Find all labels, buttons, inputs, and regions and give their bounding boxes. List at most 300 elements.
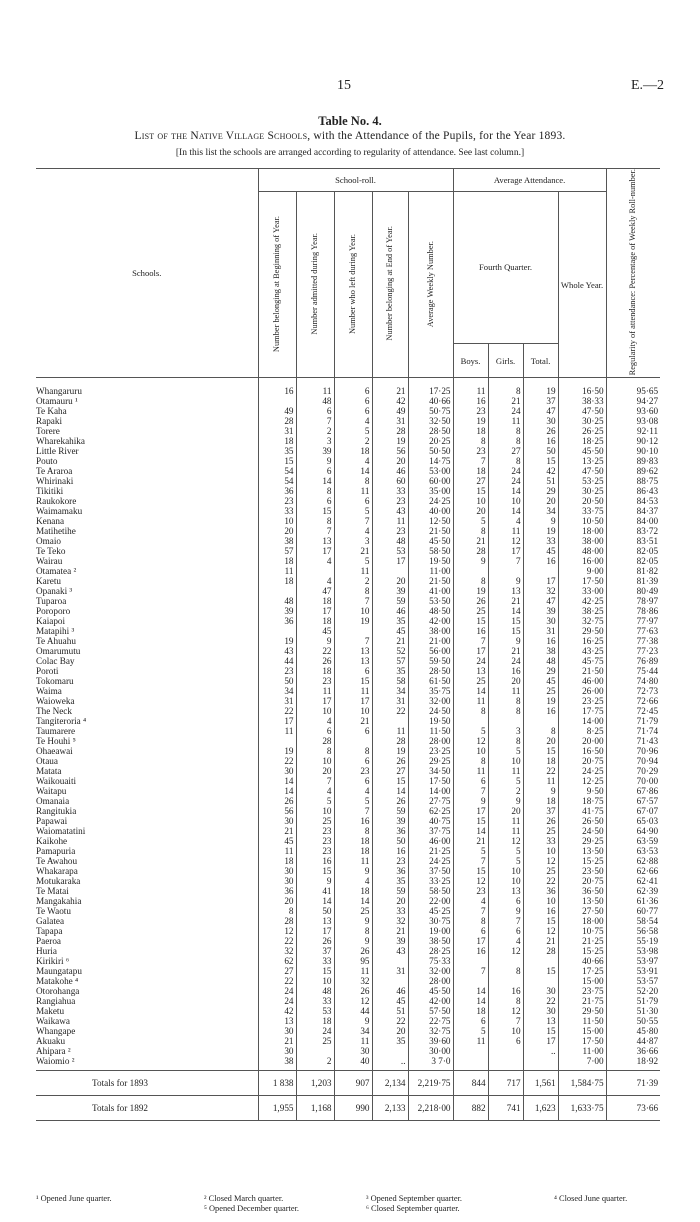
- cell-value: 6: [453, 926, 488, 936]
- cell-value: 6: [334, 396, 372, 406]
- cell-value: 9: [334, 916, 372, 926]
- cell-value: 29·25: [558, 836, 606, 846]
- cell-value: 6: [453, 1016, 488, 1026]
- cell-value: 62·41: [606, 876, 660, 886]
- school-name: Pouto: [36, 456, 258, 466]
- cell-value: 46: [372, 986, 408, 996]
- cell-value: 15·25: [558, 946, 606, 956]
- cell-value: 12: [488, 946, 523, 956]
- cell-value: 52·20: [606, 986, 660, 996]
- cell-value: 26·00: [558, 686, 606, 696]
- cell-value: 17·50: [558, 1036, 606, 1046]
- cell-value: 23: [453, 886, 488, 896]
- cell-value: 15: [488, 616, 523, 626]
- table-row: [36, 946, 660, 956]
- cell-value: 12·50: [408, 516, 453, 526]
- cell-value: 23: [296, 836, 334, 846]
- cell-value: 11: [334, 856, 372, 866]
- cell-value: 50·75: [408, 406, 453, 416]
- cell-value: 37: [523, 396, 558, 406]
- cell-value: 22: [258, 976, 296, 986]
- cell-value: 10·50: [558, 516, 606, 526]
- table-row: [36, 566, 660, 576]
- cell-value: 21: [334, 546, 372, 556]
- cell-value: 2: [296, 426, 334, 436]
- cell-value: 16: [523, 906, 558, 916]
- table-row: [36, 576, 660, 586]
- cell-value: 17: [296, 546, 334, 556]
- cell-value: 17: [523, 1036, 558, 1046]
- cell-value: 2: [488, 786, 523, 796]
- cell-value: 21·50: [408, 526, 453, 536]
- cell-value: 34: [372, 686, 408, 696]
- school-name: Whangape: [36, 1026, 258, 1036]
- cell-value: 45·75: [558, 656, 606, 666]
- cell-value: 33·75: [558, 506, 606, 516]
- cell-value: 70·96: [606, 746, 660, 756]
- cell-value: 25: [334, 906, 372, 916]
- cell-value: 28·00: [408, 736, 453, 746]
- cell-value: 95: [334, 956, 372, 966]
- school-name: Akuaku: [36, 1036, 258, 1046]
- cell-value: 36·66: [606, 1046, 660, 1056]
- cell-value: [296, 566, 334, 576]
- cell-value: 22: [372, 706, 408, 716]
- cell-value: 30·25: [558, 416, 606, 426]
- cell-value: 38: [523, 646, 558, 656]
- cell-value: 11: [488, 416, 523, 426]
- table-row: [36, 836, 660, 846]
- cell-value: 19·50: [408, 716, 453, 726]
- cell-value: 35·00: [408, 486, 453, 496]
- cell-value: 71·43: [606, 736, 660, 746]
- cell-value: 22·00: [408, 896, 453, 906]
- admitted-label: Number admitted during Year.: [310, 232, 319, 335]
- cell-value: 7: [453, 906, 488, 916]
- cell-value: 26: [296, 656, 334, 666]
- cell-value: [453, 716, 488, 726]
- cell-value: 33: [372, 486, 408, 496]
- cell-value: 26: [523, 816, 558, 826]
- cell-value: 12: [523, 926, 558, 936]
- cell-value: 13: [296, 536, 334, 546]
- cell-value: 30: [258, 876, 296, 886]
- cell-value: 5: [334, 556, 372, 566]
- cell-value: 16: [453, 396, 488, 406]
- cell-value: 17·75: [558, 706, 606, 716]
- cell-value: 55·19: [606, 936, 660, 946]
- cell-value: 15: [453, 866, 488, 876]
- cell-value: 40: [334, 1056, 372, 1071]
- cell-value: 31: [372, 966, 408, 976]
- cell-value: 11: [334, 1036, 372, 1046]
- cell-value: 25: [296, 816, 334, 826]
- cell-value: 13: [488, 586, 523, 596]
- cell-value: 4: [296, 716, 334, 726]
- cell-value: 63·59: [606, 836, 660, 846]
- cell-value: 23: [453, 446, 488, 456]
- cell-value: 18: [453, 426, 488, 436]
- cell-value: ..: [372, 1056, 408, 1071]
- cell-value: 54: [258, 466, 296, 476]
- cell-value: 23: [258, 666, 296, 676]
- cell-value: 47: [296, 586, 334, 596]
- cell-value: 7: [453, 856, 488, 866]
- cell-value: 11: [258, 566, 296, 576]
- cell-value: 67·86: [606, 786, 660, 796]
- cell-value: 10: [296, 806, 334, 816]
- cell-value: [372, 716, 408, 726]
- school-name: Waikawa: [36, 1016, 258, 1026]
- table-row: [36, 526, 660, 536]
- table-row: [36, 456, 660, 466]
- cell-value: 28: [453, 546, 488, 556]
- cell-value: 18·25: [558, 436, 606, 446]
- cell-value: 46·00: [408, 836, 453, 846]
- cell-value: 8: [453, 706, 488, 716]
- cell-value: 14: [453, 996, 488, 1006]
- cell-value: 11: [453, 766, 488, 776]
- cell-value: 44: [258, 656, 296, 666]
- weekly-header: [408, 192, 453, 378]
- total-value: 2,218·00: [408, 1096, 453, 1121]
- cell-value: 13: [334, 646, 372, 656]
- cell-value: 11: [488, 686, 523, 696]
- cell-value: 46·00: [558, 676, 606, 686]
- cell-value: 8: [488, 706, 523, 716]
- cell-value: 31: [258, 426, 296, 436]
- cell-value: 8: [296, 746, 334, 756]
- cell-value: 7: [334, 516, 372, 526]
- regularity-header: [606, 169, 660, 378]
- cell-value: 53·91: [606, 966, 660, 976]
- cell-value: 43·25: [558, 646, 606, 656]
- cell-value: 6: [296, 496, 334, 506]
- cell-value: 16·50: [558, 746, 606, 756]
- cell-value: 18: [523, 756, 558, 766]
- cell-value: 47·50: [558, 466, 606, 476]
- cell-value: 31: [258, 696, 296, 706]
- total-value: 1,584·75: [558, 1071, 606, 1096]
- cell-value: 58·50: [408, 546, 453, 556]
- cell-value: 83·72: [606, 526, 660, 536]
- cell-value: 77·97: [606, 616, 660, 626]
- school-name: Ohaeawai: [36, 746, 258, 756]
- total-value: 717: [488, 1071, 523, 1096]
- school-name: Matata: [36, 766, 258, 776]
- cell-value: 29·25: [408, 756, 453, 766]
- cell-value: 16: [488, 666, 523, 676]
- cell-value: 21·50: [408, 576, 453, 586]
- school-name: Maketu: [36, 1006, 258, 1016]
- school-name: Waimamaku: [36, 506, 258, 516]
- cell-value: 2: [334, 436, 372, 446]
- cell-value: 9: [334, 866, 372, 876]
- cell-value: 13: [488, 886, 523, 896]
- cell-value: 8: [488, 436, 523, 446]
- school-name: Tangiteroria ⁴: [36, 716, 258, 726]
- cell-value: 47: [523, 596, 558, 606]
- cell-value: 3: [488, 726, 523, 736]
- cell-value: 30: [523, 616, 558, 626]
- table-row: [36, 476, 660, 486]
- cell-value: [372, 956, 408, 966]
- cell-value: 11: [372, 726, 408, 736]
- cell-value: 7: [296, 776, 334, 786]
- cell-value: 12: [453, 876, 488, 886]
- cell-value: 36: [258, 486, 296, 496]
- table-row: [36, 606, 660, 616]
- cell-value: 9: [296, 456, 334, 466]
- cell-value: 39: [296, 446, 334, 456]
- cell-value: 89·83: [606, 456, 660, 466]
- table-row: [36, 996, 660, 1006]
- fourth-quarter-header: Fourth Quarter.: [453, 192, 558, 344]
- cell-value: 25: [296, 1036, 334, 1046]
- cell-value: 51: [372, 1006, 408, 1016]
- cell-value: 15·00: [558, 1026, 606, 1036]
- cell-value: 39: [372, 936, 408, 946]
- cell-value: 20: [296, 766, 334, 776]
- cell-value: 2: [296, 1056, 334, 1071]
- cell-value: 7: [453, 966, 488, 976]
- table-row: [36, 378, 660, 397]
- cell-value: 5: [334, 426, 372, 436]
- cell-value: 7: [488, 1016, 523, 1026]
- cell-value: 84·53: [606, 496, 660, 506]
- cell-value: 15: [453, 616, 488, 626]
- cell-value: 8: [488, 736, 523, 746]
- cell-value: 32: [372, 916, 408, 926]
- cell-value: 21: [372, 636, 408, 646]
- cell-value: 14·75: [408, 456, 453, 466]
- total-value: 844: [453, 1071, 488, 1096]
- totals-row: [36, 1071, 660, 1096]
- cell-value: 48·50: [408, 606, 453, 616]
- school-name: Rangiahua: [36, 996, 258, 1006]
- cell-value: 45: [258, 836, 296, 846]
- cell-value: 42·25: [558, 596, 606, 606]
- cell-value: 3: [334, 536, 372, 546]
- cell-value: 9: [453, 796, 488, 806]
- cell-value: 23: [258, 496, 296, 506]
- cell-value: 11·00: [558, 1046, 606, 1056]
- cell-value: 27·50: [558, 906, 606, 916]
- cell-value: 14: [372, 786, 408, 796]
- cell-value: 50·55: [606, 1016, 660, 1026]
- cell-value: 4: [334, 416, 372, 426]
- cell-value: 35: [372, 1036, 408, 1046]
- cell-value: 42·00: [408, 996, 453, 1006]
- table-row: [36, 466, 660, 476]
- cell-value: 59: [372, 596, 408, 606]
- cell-value: 45·50: [408, 536, 453, 546]
- cell-value: 40·75: [408, 816, 453, 826]
- footnote-2: ² Closed March quarter.: [204, 1194, 284, 1203]
- cell-value: 41: [296, 886, 334, 896]
- cell-value: 42·00: [408, 616, 453, 626]
- cell-value: 8: [453, 576, 488, 586]
- table-row: [36, 766, 660, 776]
- table-row: [36, 1006, 660, 1016]
- table-row: [36, 516, 660, 526]
- cell-value: 23: [296, 826, 334, 836]
- cell-value: 17: [258, 716, 296, 726]
- cell-value: 32: [334, 976, 372, 986]
- cell-value: 39: [258, 606, 296, 616]
- cell-value: 58·54: [606, 916, 660, 926]
- cell-value: 13: [334, 656, 372, 666]
- cell-value: 20·75: [558, 876, 606, 886]
- cell-value: 10: [488, 876, 523, 886]
- table-note: [In this list the schools are arranged according to regularity of attendance. See last column.]: [175, 148, 525, 158]
- cell-value: 18·75: [558, 796, 606, 806]
- cell-value: [488, 566, 523, 576]
- cell-value: 15: [372, 776, 408, 786]
- weekly-label: Average Weekly Number.: [425, 240, 435, 327]
- cell-value: [453, 1056, 488, 1071]
- cell-value: 11·50: [558, 1016, 606, 1026]
- totals-row: [36, 1096, 660, 1121]
- cell-value: [372, 976, 408, 986]
- cell-value: 12: [488, 536, 523, 546]
- cell-value: 28: [372, 426, 408, 436]
- cell-value: 30: [258, 1046, 296, 1056]
- cell-value: 12: [334, 996, 372, 1006]
- cell-value: 17: [296, 926, 334, 936]
- cell-value: 8: [488, 966, 523, 976]
- cell-value: 26: [296, 936, 334, 946]
- cell-value: 84·00: [606, 516, 660, 526]
- cell-value: 8: [334, 926, 372, 936]
- cell-value: 36: [258, 616, 296, 626]
- cell-value: 37·75: [408, 826, 453, 836]
- cell-value: 18: [334, 446, 372, 456]
- school-name: Tikitiki: [36, 486, 258, 496]
- cell-value: 31: [372, 696, 408, 706]
- cell-value: 38·00: [408, 626, 453, 636]
- cell-value: 21: [372, 926, 408, 936]
- cell-value: 43: [372, 506, 408, 516]
- cell-value: 22: [372, 1016, 408, 1026]
- cell-value: 15: [334, 676, 372, 686]
- cell-value: 10: [334, 606, 372, 616]
- cell-value: 28·00: [408, 976, 453, 986]
- cell-value: 6: [488, 926, 523, 936]
- cell-value: 19: [453, 416, 488, 426]
- school-name: Otamauru ¹: [36, 396, 258, 406]
- table-row: [36, 986, 660, 996]
- cell-value: 31: [523, 626, 558, 636]
- cell-value: 6: [334, 726, 372, 736]
- cell-value: 11: [488, 816, 523, 826]
- cell-value: 40·66: [558, 956, 606, 966]
- cell-value: 10: [258, 516, 296, 526]
- cell-value: 16: [523, 706, 558, 716]
- cell-value: 77·23: [606, 646, 660, 656]
- table-row: [36, 666, 660, 676]
- cell-value: 19: [334, 616, 372, 626]
- total-value: 2,219·75: [408, 1071, 453, 1096]
- cell-value: 28·50: [408, 426, 453, 436]
- cell-value: [523, 566, 558, 576]
- cell-value: 41·75: [558, 806, 606, 816]
- table-row: [36, 396, 660, 406]
- cell-value: 18: [334, 846, 372, 856]
- cell-value: 13: [523, 1016, 558, 1026]
- cell-value: 24·50: [558, 826, 606, 836]
- beginning-header: [258, 192, 296, 378]
- cell-value: 45·50: [558, 446, 606, 456]
- total-value: 990: [334, 1096, 372, 1121]
- table-row: [36, 536, 660, 546]
- table-row: [36, 646, 660, 656]
- cell-value: 62·66: [606, 866, 660, 876]
- cell-value: 18: [258, 436, 296, 446]
- cell-value: 21: [488, 596, 523, 606]
- cell-value: 23·50: [558, 866, 606, 876]
- cell-value: 77·38: [606, 636, 660, 646]
- cell-value: 11: [334, 686, 372, 696]
- table-row: [36, 966, 660, 976]
- school-name: Te Houhi ⁵: [36, 736, 258, 746]
- school-name: Otamatea ²: [36, 566, 258, 576]
- cell-value: 11: [258, 726, 296, 736]
- total-value: 2,134: [372, 1071, 408, 1096]
- attendance-table: [36, 168, 660, 1121]
- cell-value: 28: [258, 416, 296, 426]
- cell-value: 43: [258, 646, 296, 656]
- cell-value: 10: [296, 756, 334, 766]
- cell-value: 30: [523, 986, 558, 996]
- cell-value: 56·00: [408, 646, 453, 656]
- school-name: Waiomio ²: [36, 1056, 258, 1071]
- cell-value: 30: [258, 1026, 296, 1036]
- cell-value: 26·25: [558, 426, 606, 436]
- cell-value: 21·50: [558, 666, 606, 676]
- cell-value: 33: [523, 536, 558, 546]
- cell-value: 15: [453, 486, 488, 496]
- cell-value: 39: [523, 606, 558, 616]
- cell-value: 11: [453, 696, 488, 706]
- cell-value: 9: [488, 796, 523, 806]
- cell-value: 65·03: [606, 816, 660, 826]
- cell-value: 24·25: [408, 496, 453, 506]
- cell-value: 53·25: [558, 476, 606, 486]
- title-part-c: , with the Attendance of the Pupils, for the Year 1893.: [307, 130, 566, 142]
- cell-value: 37: [296, 946, 334, 956]
- cell-value: 10: [334, 706, 372, 716]
- cell-value: 11: [258, 846, 296, 856]
- table-row: [36, 716, 660, 726]
- cell-value: 71·74: [606, 726, 660, 736]
- cell-value: 53·57: [606, 976, 660, 986]
- cell-value: 33·00: [558, 586, 606, 596]
- total-value: 882: [453, 1096, 488, 1121]
- school-name: Otorohanga: [36, 986, 258, 996]
- cell-value: 28: [372, 736, 408, 746]
- table-row: [36, 416, 660, 426]
- school-name: Te Kaha: [36, 406, 258, 416]
- school-name: Kaiapoi: [36, 616, 258, 626]
- cell-value: 28·25: [408, 946, 453, 956]
- cell-value: 13: [296, 916, 334, 926]
- cell-value: 14: [488, 486, 523, 496]
- cell-value: 22: [258, 706, 296, 716]
- cell-value: 39: [372, 816, 408, 826]
- cell-value: 58: [372, 676, 408, 686]
- cell-value: 5: [488, 776, 523, 786]
